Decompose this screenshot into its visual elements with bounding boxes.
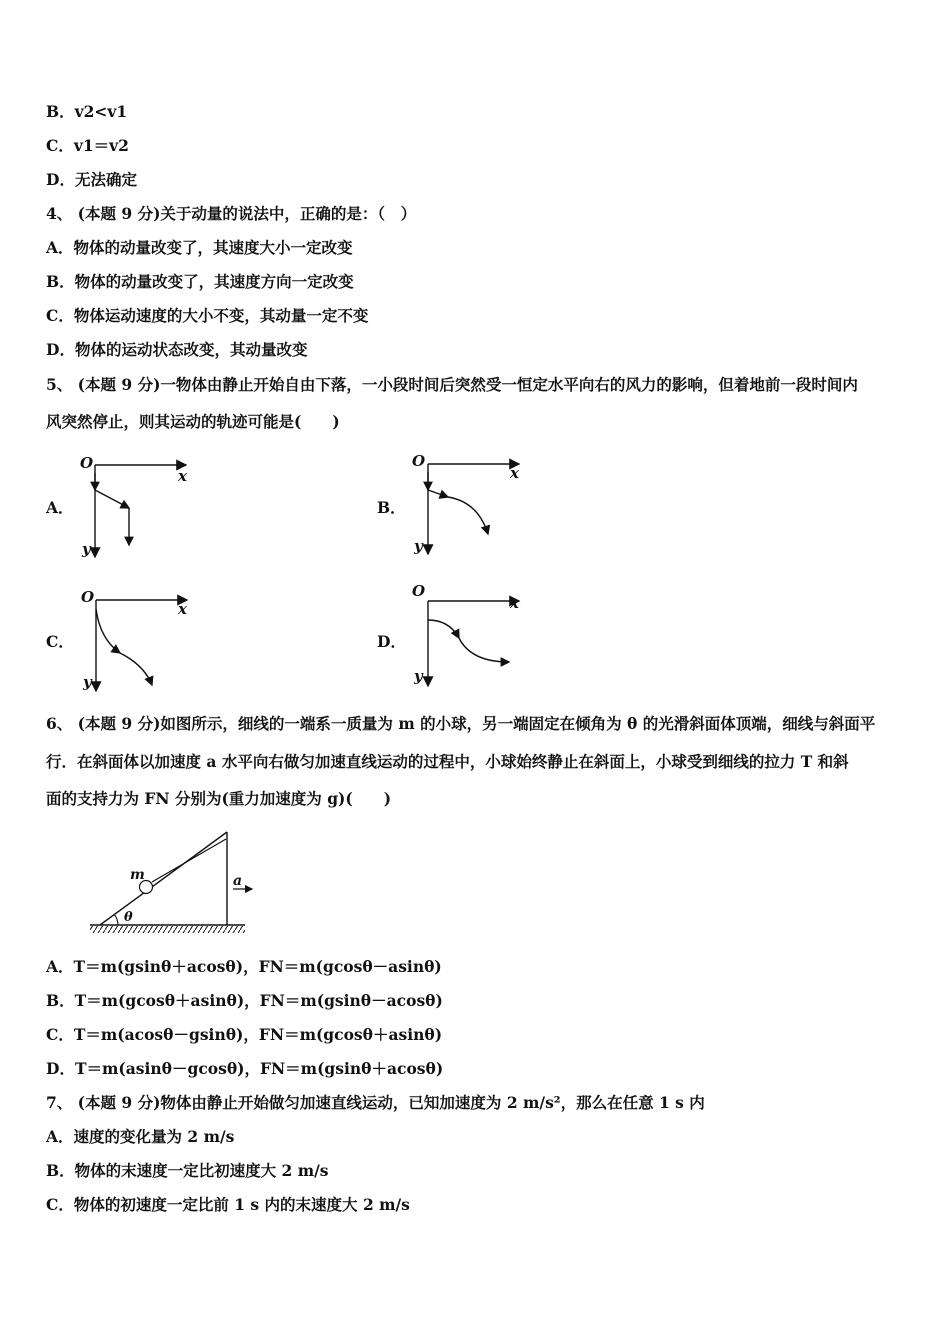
angle-label: θ [124,910,133,925]
x-axis-label: x [510,464,519,482]
q5-stem-line2: 风突然停止，则其运动的轨迹可能是( ) [46,412,340,431]
y-axis-label: y [82,540,91,558]
q6-stem-line2: 行．在斜面体以加速度 a 水平向右做匀加速直线运动的过程中，小球始终静止在斜面上，小球受到细线的拉力 T 和斜 [46,752,849,771]
y-axis-label: y [83,673,92,691]
string [152,839,226,882]
origin-label: O [80,454,94,472]
q5-figure-d [409,580,529,690]
q5-option-a-label: A． [46,498,74,517]
q3-option-c-math: v1＝v2 [73,136,129,155]
angle-arc [114,914,118,925]
q4-option-a: A．物体的动量改变了，其速度大小一定改变 [46,238,353,257]
accel-label: a [233,873,243,889]
trajectory-d [428,620,459,638]
q6-incline-figure [80,826,260,938]
q6-option-d: D．T＝m(asinθ－gcosθ)，FN＝m(gsinθ＋acosθ) [46,1059,444,1078]
mass-label: m [130,867,145,883]
q5-stem-line1: 5、 (本题 9 分)一物体由静止开始自由下落，一小段时间后突然受一恒定水平向右的风力的影响，但着地前一段时间内 [46,375,858,394]
q6-option-c: C．T＝m(acosθ－gsinθ)，FN＝m(gcosθ＋asinθ) [46,1025,443,1044]
q4-option-b: B．物体的动量改变了，其速度方向一定改变 [46,272,354,291]
q6-option-b: B．T＝m(gcosθ＋asinθ)，FN＝m(gsinθ－acosθ) [46,991,443,1010]
q5-figure-c [78,587,198,697]
x-axis-label: x [178,467,187,485]
q5-figure-b [408,450,528,560]
q5-option-b-label: B． [377,498,406,517]
ground-hatch [90,926,245,933]
q5-option-d-label: D． [377,632,406,651]
q6-stem-line1: 6、 (本题 9 分)如图所示，细线的一端系一质量为 m 的小球，另一端固定在倾角为 θ 的光滑斜面体顶端，细线与斜面平 [46,714,876,733]
q5-option-c-label: C． [46,632,74,651]
origin-label: O [412,452,426,470]
q4-stem: 4、 (本题 9 分)关于动量的说法中，正确的是：（ ） [46,204,417,223]
origin-label: O [81,588,95,606]
trajectory-b [428,490,448,497]
q7-option-b: B．物体的末速度一定比初速度大 2 m/s [46,1161,329,1180]
origin-label: O [412,582,426,600]
trajectory-c [96,609,120,653]
x-axis-label: x [510,594,519,612]
incline-surface [100,832,227,925]
q4-option-d: D．物体的运动状态改变，其动量改变 [46,340,308,359]
q3-option-d: D．无法确定 [46,170,137,189]
q6-option-a: A．T＝m(gsinθ＋acosθ)，FN＝m(gcosθ－asinθ) [46,957,442,976]
trajectory-a [95,490,129,508]
q7-stem: 7、 (本题 9 分)物体由静止开始做匀加速直线运动，已知加速度为 2 m/s²，那么在任意 1 s 内 [46,1093,705,1112]
q3-option-b: B．v2<v1 [46,102,128,121]
x-axis-label: x [178,600,187,618]
q5-figure-a [76,453,196,558]
y-axis-label: y [414,537,423,555]
y-axis-label: y [414,667,423,685]
q6-stem-line3: 面的支持力为 FN 分别为(重力加速度为 g)( ) [46,789,392,808]
q7-option-a: A．速度的变化量为 2 m/s [46,1127,235,1146]
q7-option-c: C．物体的初速度一定比前 1 s 内的末速度大 2 m/s [46,1195,410,1214]
q4-option-c: C．物体运动速度的大小不变，其动量一定不变 [46,306,369,325]
q3-option-c: C．v1＝v2 [46,136,129,155]
q3-option-b-math: v2<v1 [74,102,128,121]
